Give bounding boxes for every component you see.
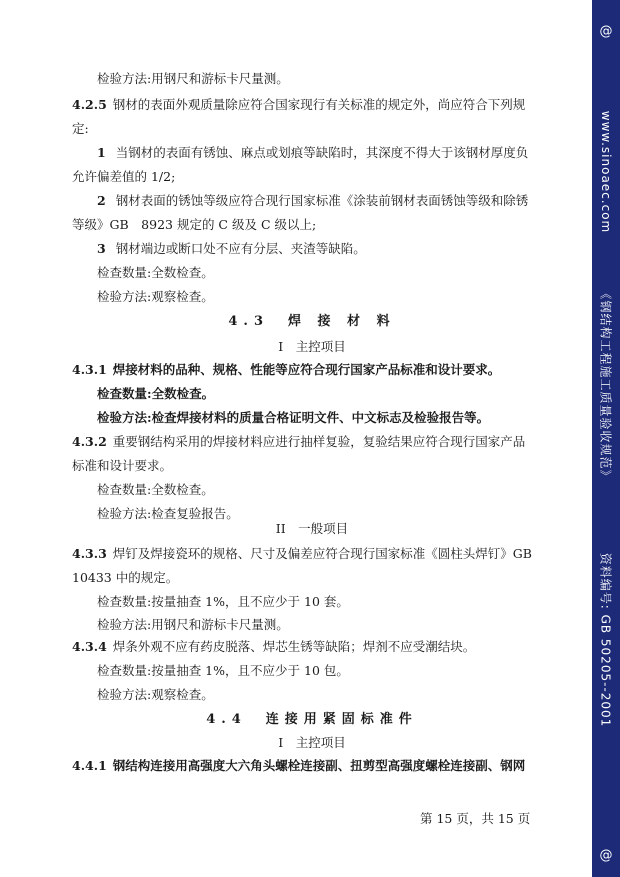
- clause-number: 4.3.3: [72, 546, 107, 561]
- page-footer: 第 15 页，共 15 页: [420, 811, 531, 826]
- clause-text: 重要钢结构采用的焊接材料应进行抽样复验，复验结果应符合现行国家产品: [112, 434, 526, 449]
- list-item-3: [97, 240, 552, 258]
- book-title: 《钢结构工程施工质量验收规范》: [598, 287, 613, 483]
- section-heading-4-4: 4.4 连接用紧固标准件: [206, 712, 418, 727]
- clause-continuation: 定:: [72, 121, 89, 136]
- clause-number: 4.4.1: [72, 758, 107, 773]
- subsection-main-control: I 主控项目: [278, 339, 346, 354]
- clause-4-4-1: [72, 757, 552, 775]
- item-continuation: 等级》GB 8923 规定的 C 级及 C 级以上;: [72, 217, 317, 232]
- clause-continuation: 标准和设计要求。: [72, 458, 173, 473]
- item-number: 1: [97, 145, 106, 160]
- at-icon: @: [599, 24, 613, 39]
- item-number: 3: [97, 241, 106, 256]
- document-code: 资料编号: GB 50205--2001: [598, 552, 613, 728]
- inspection-method: 检验方法:用钢尺和游标卡尺量测。: [97, 71, 289, 86]
- clause-continuation: 10433 中的规定。: [72, 570, 179, 585]
- inspection-quantity: 检查数量:全数检查。: [97, 386, 215, 401]
- clause-number: 4.3.2: [72, 434, 107, 449]
- clause-4-2-5: [72, 96, 552, 114]
- clause-number: 4.3.4: [72, 639, 107, 654]
- website-link[interactable]: www.sinoaec.com: [599, 110, 613, 234]
- item-continuation: 允许偏差值的 1/2;: [72, 169, 176, 184]
- clause-4-3-1: [72, 361, 552, 379]
- clause-text: 焊接材料的品种、规格、性能等应符合现行国家产品标准和设计要求。: [112, 362, 501, 377]
- clause-text: 焊条外观不应有药皮脱落、焊芯生锈等缺陷；焊剂不应受潮结块。: [112, 639, 476, 654]
- subsection-general: II 一般项目: [275, 521, 349, 536]
- inspection-method: 检验方法:观察检查。: [97, 687, 214, 702]
- list-item-2: [97, 192, 552, 210]
- item-text: 当钢材的表面有锈蚀、麻点或划痕等缺陷时，其深度不得大于该钢材厚度负: [115, 145, 529, 160]
- subsection-main-control: I 主控项目: [278, 735, 346, 750]
- item-text: 钢材表面的锈蚀等级应符合现行国家标准《涂装前钢材表面锈蚀等级和除锈: [115, 193, 529, 208]
- clause-4-3-4: [72, 638, 552, 656]
- inspection-method: 检验方法:检查复验报告。: [97, 506, 239, 521]
- inspection-method: 检验方法:检查焊接材料的质量合格证明文件、中文标志及检验报告等。: [97, 410, 490, 425]
- inspection-quantity: 检查数量:全数检查。: [97, 265, 214, 280]
- section-heading-4-3: 4.3 焊 接 材 料: [228, 314, 396, 329]
- inspection-quantity: 检查数量:按量抽查 1%，且不应少于 10 套。: [97, 594, 349, 609]
- clause-text: 焊钉及焊接瓷环的规格、尺寸及偏差应符合现行国家标准《圆柱头焊钉》GB: [112, 546, 532, 561]
- list-item-1: [97, 144, 552, 162]
- clause-text: 钢材的表面外观质量除应符合国家现行有关标准的规定外，尚应符合下列规: [112, 97, 526, 112]
- watermark-sidebar: [592, 0, 620, 877]
- clause-text: 钢结构连接用高强度大六角头螺栓连接副、扭剪型高强度螺栓连接副、钢网: [112, 758, 526, 773]
- at-icon: @: [599, 848, 613, 863]
- clause-number: 4.2.5: [72, 97, 107, 112]
- inspection-quantity: 检查数量:全数检查。: [97, 482, 214, 497]
- inspection-quantity: 检查数量:按量抽查 1%，且不应少于 10 包。: [97, 663, 349, 678]
- clause-number: 4.3.1: [72, 362, 107, 377]
- inspection-method: 检验方法:用钢尺和游标卡尺量测。: [97, 617, 289, 632]
- item-text: 钢材端边或断口处不应有分层、夹渣等缺陷。: [115, 241, 366, 256]
- clause-4-3-3: [72, 545, 552, 563]
- item-number: 2: [97, 193, 106, 208]
- clause-4-3-2: [72, 433, 552, 451]
- inspection-method: 检验方法:观察检查。: [97, 289, 214, 304]
